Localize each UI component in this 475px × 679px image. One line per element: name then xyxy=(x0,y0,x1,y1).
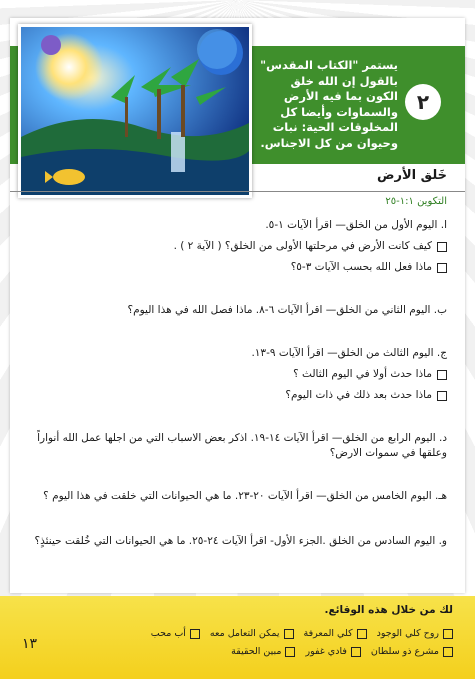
checkbox[interactable] xyxy=(190,629,200,639)
checkbox[interactable] xyxy=(285,647,295,657)
intro-paragraph: يستمر "الكتاب المقدس" بالقول إن الله خلق الكون بما فيه الأرض والسماوات وأيضا كل المخلوقات الحية: نبات وحيوان من كل الاجناس. xyxy=(260,58,398,150)
checkbox[interactable] xyxy=(443,647,453,657)
scripture-reference: التكوين ١:١-٢٥ xyxy=(385,196,447,207)
footer-options-row-1 xyxy=(33,628,453,639)
worksheet-page xyxy=(10,18,465,593)
checkbox[interactable] xyxy=(437,391,447,401)
question-day-6: و. اليوم السادس من الخلق .الجزء الأول- اقرأ الآيات ٢٤-٢٥. ما هي الحيوانات التي خُلقت حينئذٍ؟ xyxy=(34,535,447,547)
option-authoritative-lawgiver[interactable]: مشرع ذو سلطان xyxy=(371,646,453,657)
question-day-3-sub-1: ماذا حدث أولا في اليوم الثالث ؟ xyxy=(27,367,447,382)
option-approachable[interactable]: يمكن التعامل معه xyxy=(210,628,294,639)
question-day-1-sub-1: كيف كانت الأرض في مرحلتها الأولى من الخلق؟ ( الآية ٢ ) . xyxy=(27,239,447,254)
questions-list xyxy=(27,218,447,549)
question-day-3-sub-2: ماذا حدث بعد ذلك في ذات اليوم؟ xyxy=(27,388,447,403)
question-day-1-sub-2: ماذا فعل الله بحسب الآيات ٣-٥؟ xyxy=(27,260,447,275)
checkbox[interactable] xyxy=(437,370,447,380)
checkbox[interactable] xyxy=(443,629,453,639)
footer-title: لك من خلال هذه الوقائع. xyxy=(324,604,453,616)
question-day-4: د. اليوم الرابع من الخلق— اقرأ الآيات ١٤-١٩. اذكر بعض الاسباب التي من اجلها عمل الله أنواراً وعلقها في سموات الارض؟ xyxy=(37,432,447,459)
section-divider xyxy=(10,191,465,192)
question-day-1: ا. اليوم الأول من الخلق— اقرأ الآيات ١-٥. xyxy=(265,219,447,231)
option-forgiving-redeemer[interactable]: فادي غفور xyxy=(305,646,360,657)
option-loving-father[interactable]: أب محب xyxy=(151,628,200,639)
footer-options-row-2 xyxy=(33,646,453,657)
option-omnipresent-spirit[interactable]: روح كلي الوجود xyxy=(377,628,453,639)
lesson-number-badge: ٢ xyxy=(405,84,441,120)
option-omniscient[interactable]: كلي المعرفة xyxy=(304,628,367,639)
question-day-5: هـ. اليوم الخامس من الخلق— اقرأ الآيات ٢٠-٢٣. ما هي الحيوانات التي خلقت في هذا اليوم ؟ xyxy=(43,490,447,502)
checkbox[interactable] xyxy=(437,242,447,252)
checkbox[interactable] xyxy=(437,263,447,273)
footer-band xyxy=(0,596,475,679)
checkbox[interactable] xyxy=(357,629,367,639)
page-number: ١٣ xyxy=(22,636,38,652)
checkbox[interactable] xyxy=(284,629,294,639)
checkbox[interactable] xyxy=(351,647,361,657)
section-title: خَلق الأرض xyxy=(376,168,447,183)
option-revealer-of-truth[interactable]: مبين الحقيقة xyxy=(231,646,295,657)
question-day-2: ب. اليوم الثاني من الخلق— اقرأ الآيات ٦-٨. ماذا فصل الله في هذا اليوم؟ xyxy=(127,304,447,316)
question-day-3: ج. اليوم الثالث من الخلق— اقرأ الآيات ٩-١٣. xyxy=(251,347,447,359)
